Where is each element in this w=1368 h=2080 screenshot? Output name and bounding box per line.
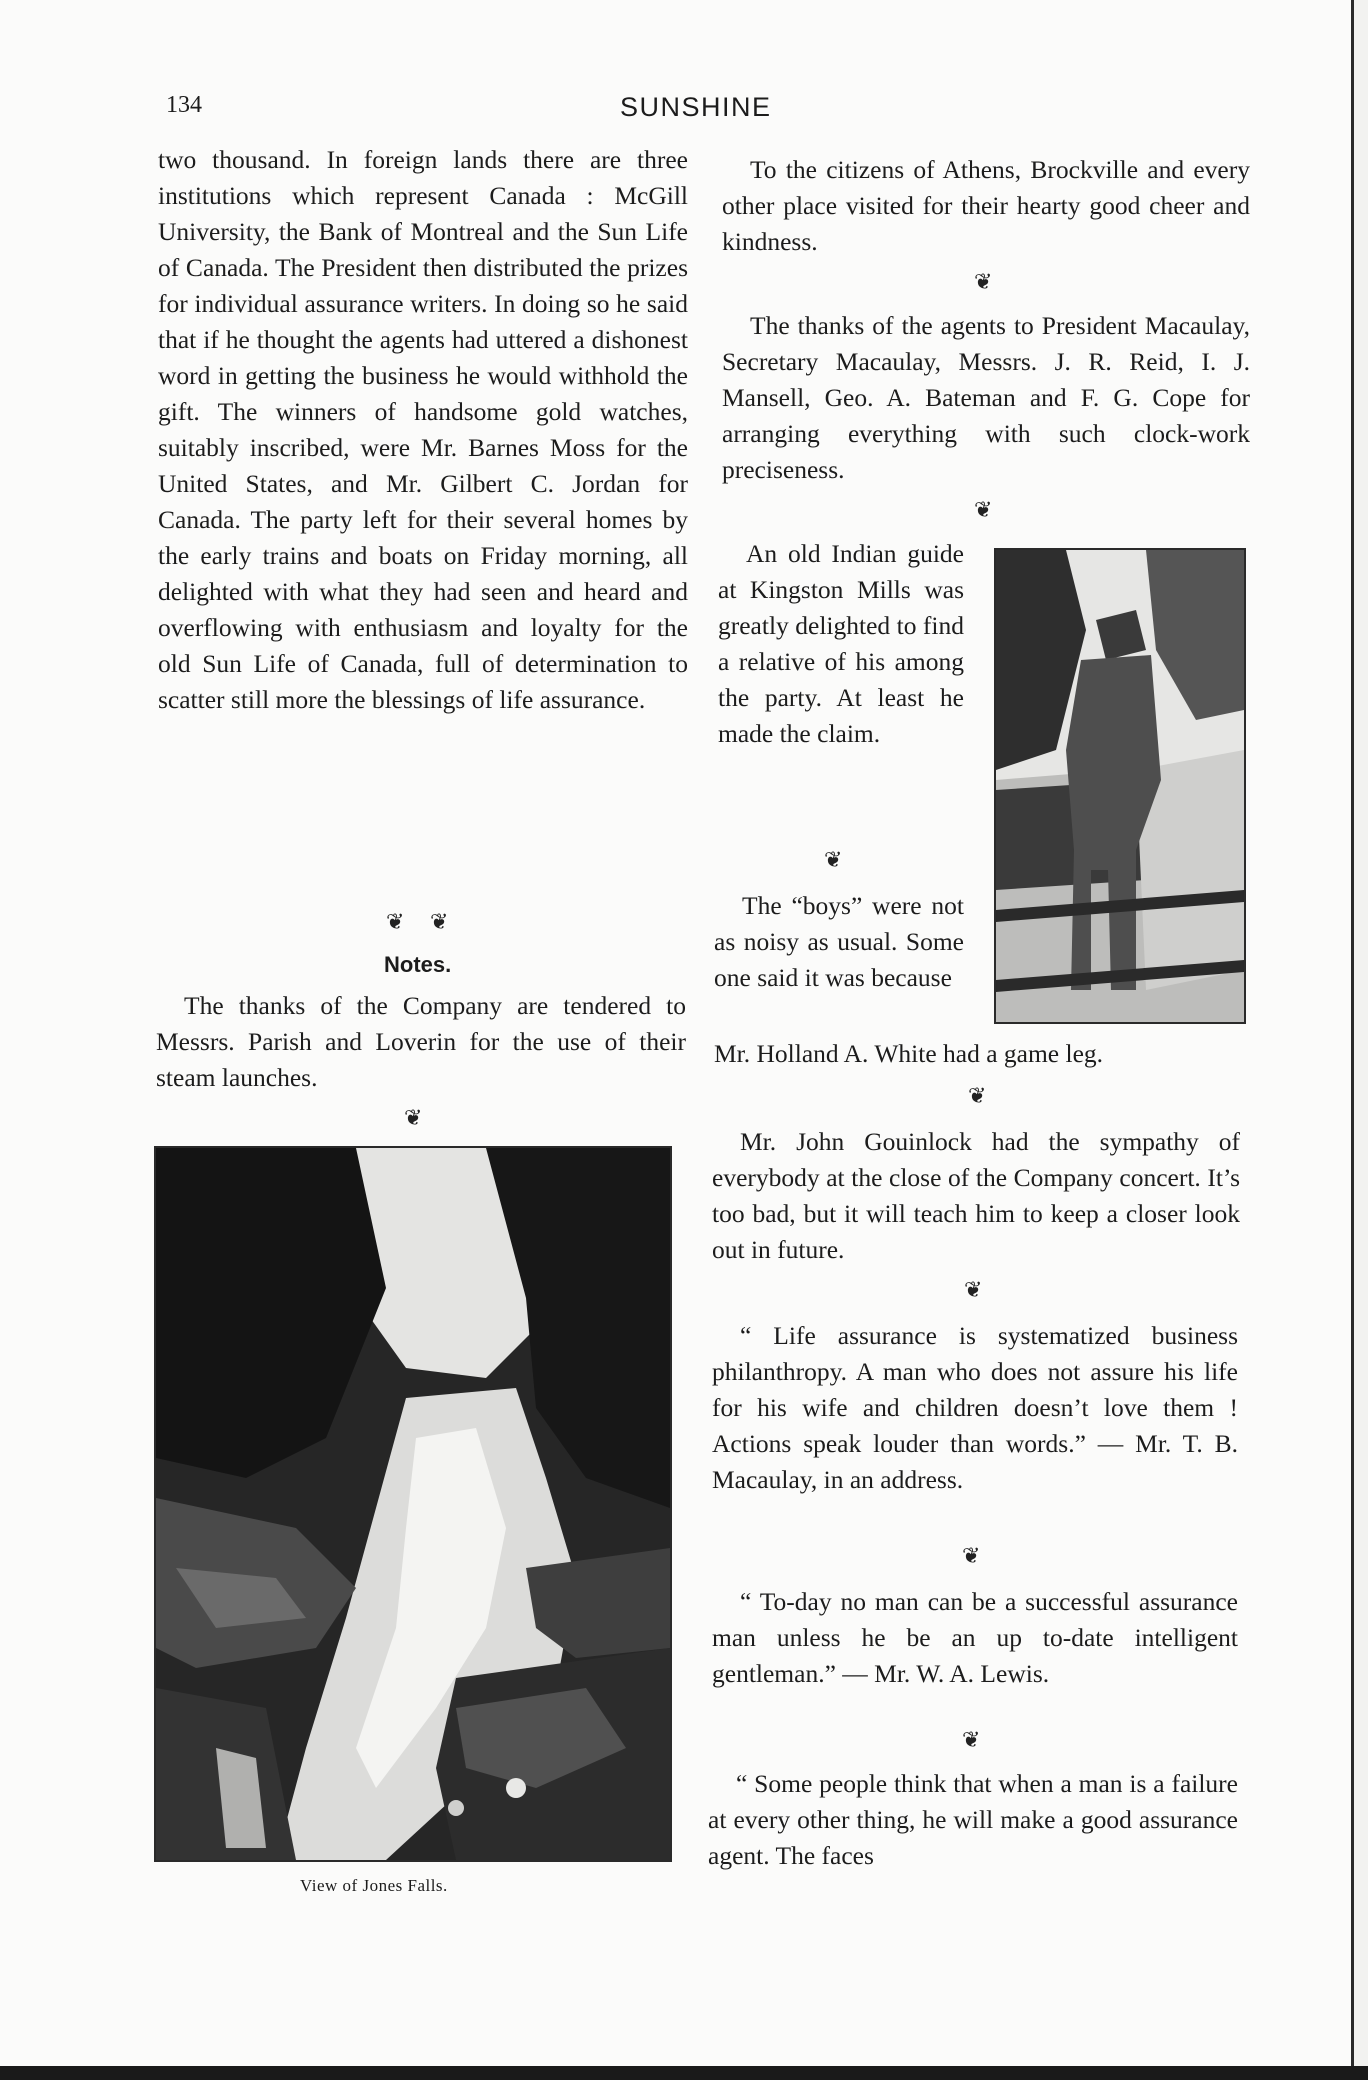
page-edge-right xyxy=(1351,0,1368,2080)
right-paragraph-gouinlock: Mr. John Gouinlock had the sympathy of everybody at the close of the Company concert. It’s too bad, but it will teach him to keep a closer look out in future. xyxy=(712,1127,1240,1264)
ornament-icon: ❦ xyxy=(404,1106,423,1131)
ornament-icon: ❦ xyxy=(962,1728,981,1753)
ornament-icon: ❦ xyxy=(824,848,843,873)
ornament-icon: ❦ xyxy=(974,270,993,295)
left-paragraph-thanks-launches: The thanks of the Company are tendered to Messrs. Parish and Loverin for the use of their steam launches. xyxy=(156,991,686,1092)
right-paragraph-macaulay-quote: “ Life assurance is systematized business philanthropy. A man who does not assure his life for his wife and children doesn’t love them ! Actions speak louder than words.” — Mr. T. B. Macaulay, in an address. xyxy=(712,1321,1238,1494)
right-paragraph-boys: The “boys” were not as noisy as usual. Some one said it was because xyxy=(714,891,964,992)
running-head: SUNSHINE xyxy=(620,92,772,122)
right-paragraph-lewis-quote: “ To-day no man can be a successful assurance man unless he be an up to-date intelligent gentleman.” — Mr. W. A. Lewis. xyxy=(712,1587,1238,1688)
right-paragraph-boys-end: Mr. Holland A. White had a game leg. xyxy=(714,1039,1104,1068)
page-edge-bottom xyxy=(0,2066,1368,2080)
right-paragraph-thanks-agents: The thanks of the agents to President Macaulay, Secretary Macaulay, Messrs. J. R. Reid, I. J. Mansell, Geo. A. Bateman and F. G. Cope for arranging everything with such clock-work preciseness. xyxy=(722,311,1250,484)
ornament-icon: ❦ xyxy=(968,1084,987,1109)
ornament-icon: ❦ xyxy=(430,910,449,935)
ornament-icon: ❦ xyxy=(964,1278,983,1303)
ornament-icon: ❦ xyxy=(386,910,405,935)
ornament-icon: ❦ xyxy=(962,1544,981,1569)
photo-indian-guide xyxy=(994,548,1246,1024)
left-paragraph-continuation: two thousand. In foreign lands there are three institutions which represent Canada : McGill University, the Bank of Montreal and the Sun Life of Canada. The President then distributed the prizes for individual assurance writers. In doing so he said that if he thought the agents had uttered a dishonest word in getting the business he would withhold the gift. The winners of handsome gold watches, suitably inscribed, were Mr. Barnes Moss for the United States, and Mr. Gilbert C. Jordan for Canada. The party left for their several homes by the early trains and boats on Friday morning, all delighted with what they had seen and heard and overflowing with enthusiasm and loyalty for the old Sun Life of Canada, full of determination to scatter still more the blessings of life assurance. xyxy=(158,145,688,714)
notes-heading: Notes. xyxy=(384,952,452,977)
guide-portrait-image xyxy=(996,550,1244,1022)
photo-caption: View of Jones Falls. xyxy=(300,1876,448,1895)
right-paragraph-agent-quote: “ Some people think that when a man is a failure at every other thing, he will make a good assurance agent. The faces xyxy=(708,1769,1238,1870)
photo-jones-falls xyxy=(154,1146,672,1862)
ornament-icon: ❦ xyxy=(974,498,993,523)
waterfall-image xyxy=(156,1148,670,1860)
page-number: 134 xyxy=(166,92,202,118)
right-paragraph-citizens: To the citizens of Athens, Brockville and every other place visited for their hearty good cheer and kindness. xyxy=(722,155,1250,256)
right-paragraph-indian-guide: An old Indian guide at Kingston Mills was greatly delighted to find a relative of his among the party. At least he made the claim. xyxy=(718,539,964,748)
